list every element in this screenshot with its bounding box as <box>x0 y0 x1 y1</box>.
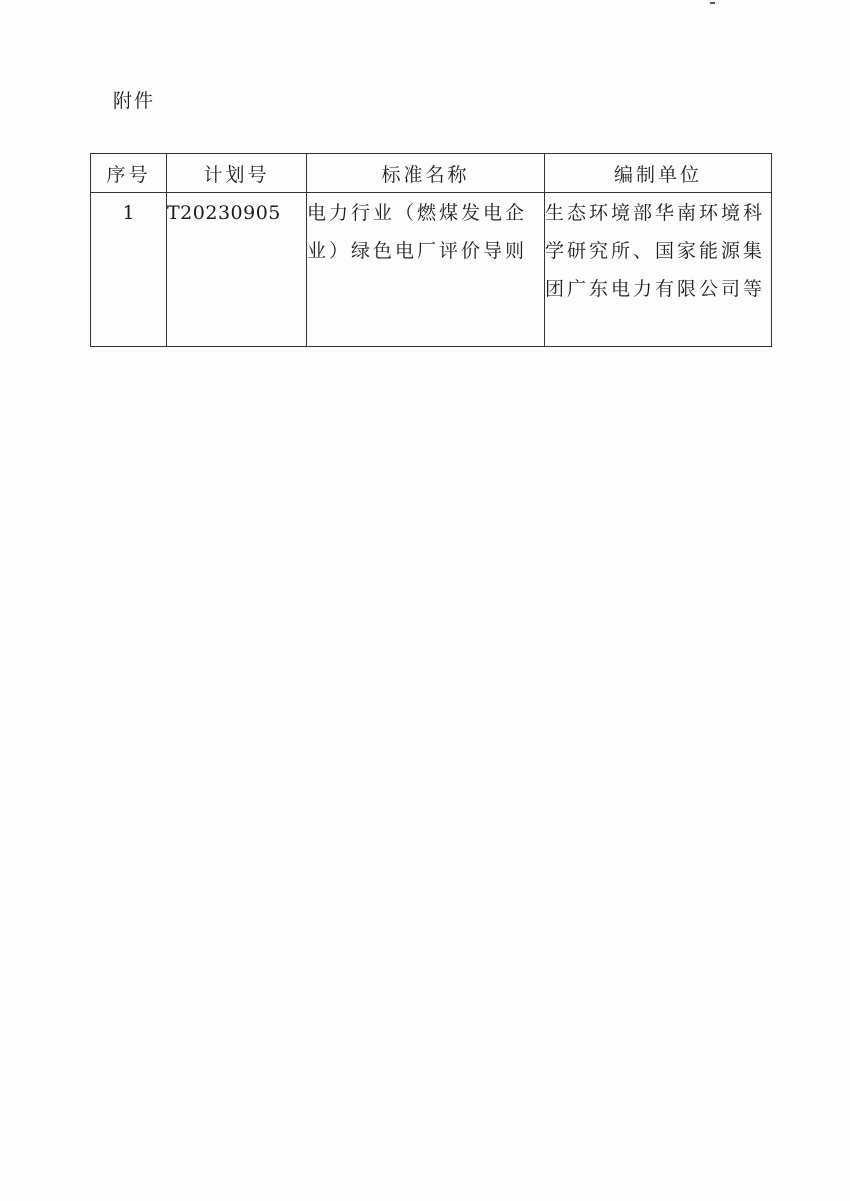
header-index: 序号 <box>91 154 167 193</box>
header-standard-name: 标准名称 <box>307 154 545 193</box>
table-row <box>91 193 772 347</box>
cell-organization: 生态环境部华南环境科学研究所、国家能源集团广东电力有限公司等 <box>545 193 772 347</box>
cell-plan-number: T20230905 <box>167 193 307 347</box>
table-header-row <box>91 154 772 193</box>
cell-index: 1 <box>91 193 167 347</box>
attachment-label: 附件 <box>113 90 156 112</box>
header-plan-number: 计划号 <box>167 154 307 193</box>
header-organization: 编制单位 <box>545 154 772 193</box>
cell-standard-name: 电力行业（燃煤发电企业）绿色电厂评价导则 <box>307 193 545 347</box>
scan-mark <box>710 2 715 4</box>
standards-table <box>90 153 772 347</box>
